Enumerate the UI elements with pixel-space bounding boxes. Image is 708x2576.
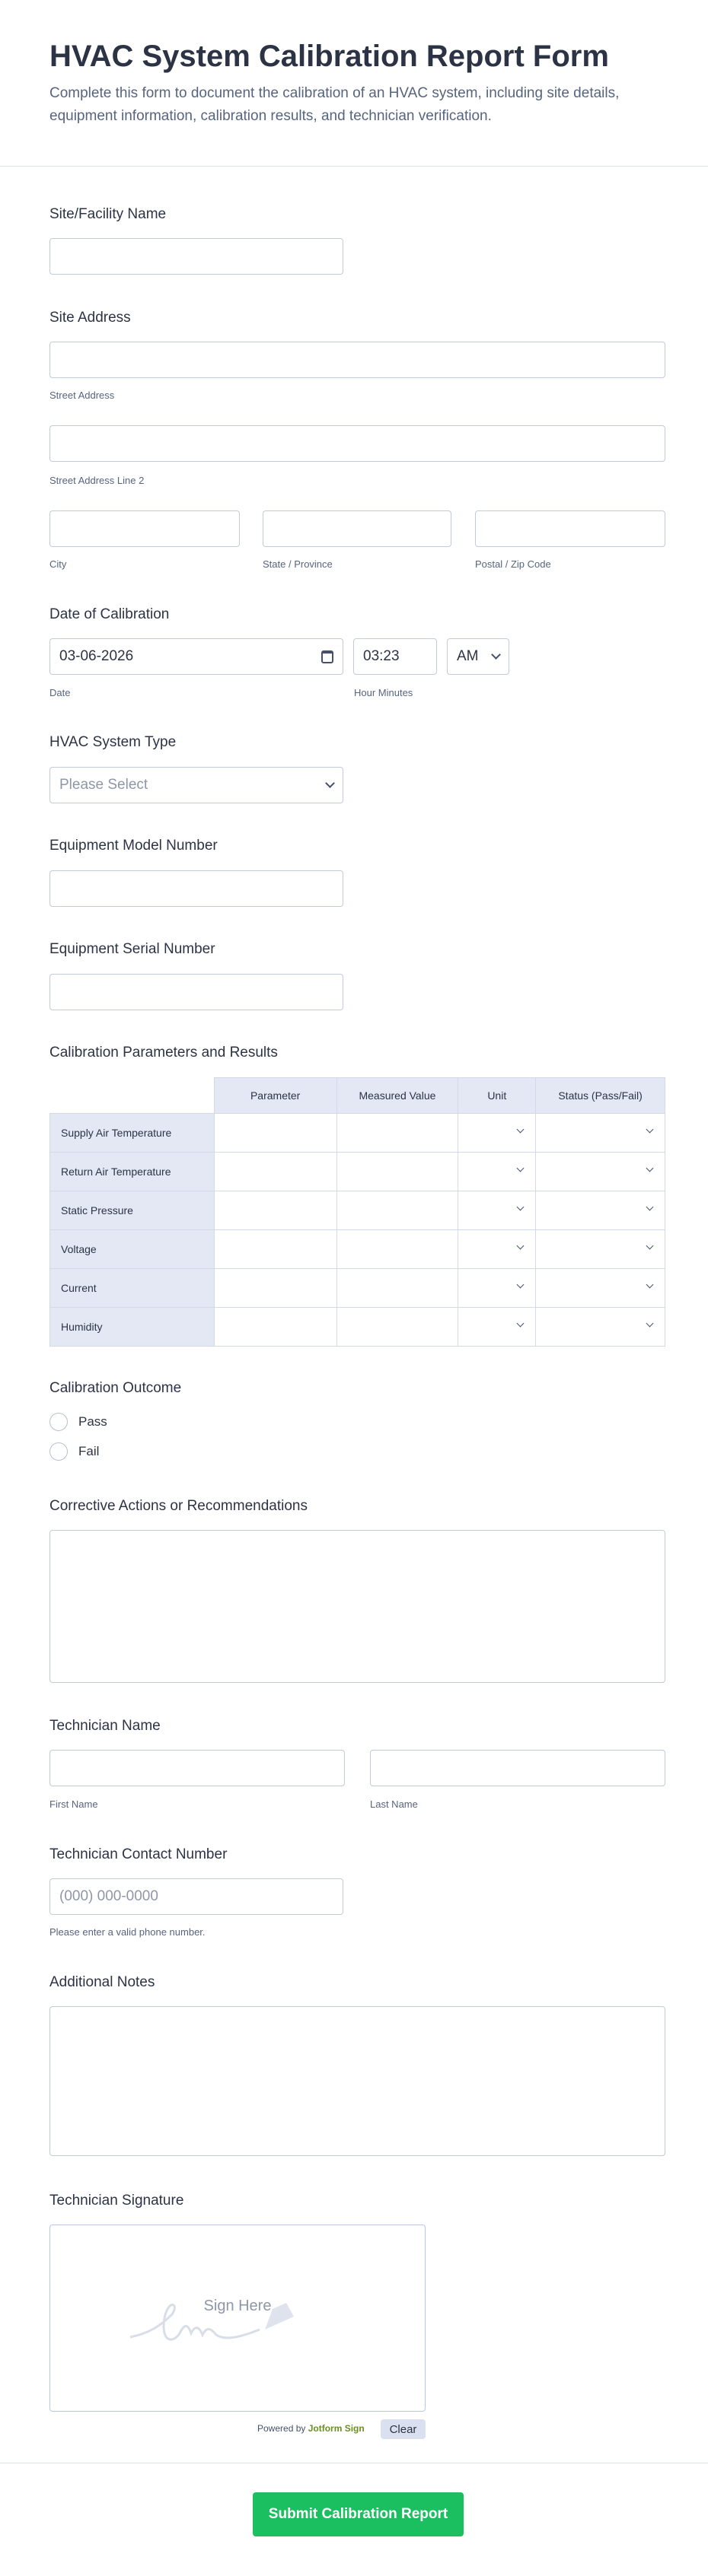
row-label: Humidity xyxy=(50,1308,215,1347)
table-corner xyxy=(50,1078,215,1114)
corrective-label: Corrective Actions or Recommendations xyxy=(49,1498,308,1514)
status-select[interactable] xyxy=(536,1153,665,1191)
notes-textarea[interactable] xyxy=(49,2006,665,2156)
radio-circle[interactable] xyxy=(49,1442,68,1461)
chevron-down-icon xyxy=(325,778,335,788)
state-input[interactable] xyxy=(263,510,451,547)
first-name-sublabel: First Name xyxy=(49,1798,98,1810)
phone-input[interactable] xyxy=(49,1878,343,1915)
sign-here-text: Sign Here xyxy=(203,2298,272,2314)
notes-label: Additional Notes xyxy=(49,1974,155,1990)
unit-select[interactable] xyxy=(458,1308,536,1347)
corrective-textarea[interactable] xyxy=(49,1530,665,1683)
status-select[interactable] xyxy=(536,1191,665,1230)
parameter-cell-input[interactable] xyxy=(214,1269,336,1308)
params-table xyxy=(49,1077,665,1347)
column-header: Measured Value xyxy=(336,1078,458,1114)
chevron-down-icon xyxy=(517,1242,525,1250)
time-input[interactable] xyxy=(353,638,437,675)
table-row xyxy=(50,1308,665,1347)
date-input[interactable] xyxy=(49,638,343,675)
zip-sublabel: Postal / Zip Code xyxy=(475,558,551,570)
signature-scribble-icon xyxy=(126,2295,347,2349)
params-label: Calibration Parameters and Results xyxy=(49,1045,278,1061)
parameter-cell-input[interactable] xyxy=(214,1114,336,1153)
table-row xyxy=(50,1269,665,1308)
status-select[interactable] xyxy=(536,1114,665,1153)
parameter-cell-input[interactable] xyxy=(214,1308,336,1347)
calendar-icon[interactable] xyxy=(321,650,333,663)
radio-label: Fail xyxy=(78,1444,100,1458)
header-divider xyxy=(0,166,708,167)
system-type-select[interactable] xyxy=(49,767,343,803)
ampm-value: AM xyxy=(457,648,479,664)
chevron-down-icon xyxy=(646,1165,654,1172)
parameter-cell-input[interactable] xyxy=(214,1153,336,1191)
model-label: Equipment Model Number xyxy=(49,838,218,854)
chevron-down-icon xyxy=(646,1204,654,1211)
row-label: Return Air Temperature xyxy=(50,1153,215,1191)
unit-select[interactable] xyxy=(458,1230,536,1269)
column-header: Parameter xyxy=(214,1078,336,1114)
radio-pass[interactable] xyxy=(49,1413,107,1431)
address-label: Site Address xyxy=(49,310,131,326)
column-header: Unit xyxy=(458,1078,536,1114)
state-sublabel: State / Province xyxy=(263,558,333,570)
row-label: Voltage xyxy=(50,1230,215,1269)
last-name-sublabel: Last Name xyxy=(370,1798,418,1810)
parameter-cell-input[interactable] xyxy=(214,1191,336,1230)
measured-value-input[interactable] xyxy=(336,1269,458,1308)
submit-button[interactable]: Submit Calibration Report xyxy=(253,2492,464,2536)
jotform-sign-brand: Jotform Sign xyxy=(308,2423,365,2434)
radio-fail[interactable] xyxy=(49,1442,99,1461)
date-sublabel: Date xyxy=(49,687,71,698)
zip-input[interactable] xyxy=(475,510,665,547)
chevron-down-icon xyxy=(517,1281,525,1289)
unit-select[interactable] xyxy=(458,1153,536,1191)
street-address-2-input[interactable] xyxy=(49,425,665,462)
table-row xyxy=(50,1191,665,1230)
date-label: Date of Calibration xyxy=(49,606,170,622)
serial-input[interactable] xyxy=(49,974,343,1010)
measured-value-input[interactable] xyxy=(336,1191,458,1230)
measured-value-input[interactable] xyxy=(336,1153,458,1191)
powered-by xyxy=(257,2423,365,2434)
phone-helper: Please enter a valid phone number. xyxy=(49,1926,206,1938)
city-input[interactable] xyxy=(49,510,240,547)
serial-label: Equipment Serial Number xyxy=(49,941,215,957)
chevron-down-icon xyxy=(517,1126,525,1134)
chevron-down-icon xyxy=(646,1126,654,1134)
contact-label: Technician Contact Number xyxy=(49,1846,228,1862)
street-address-input[interactable] xyxy=(49,342,665,378)
chevron-down-icon xyxy=(646,1320,654,1328)
chevron-down-icon xyxy=(646,1242,654,1250)
measured-value-input[interactable] xyxy=(336,1114,458,1153)
row-label: Current xyxy=(50,1269,215,1308)
parameter-cell-input[interactable] xyxy=(214,1230,336,1269)
ampm-select[interactable] xyxy=(447,638,509,675)
time-value: 03:23 xyxy=(363,648,400,664)
site-name-label: Site/Facility Name xyxy=(49,206,167,222)
model-input[interactable] xyxy=(49,870,343,907)
chevron-down-icon xyxy=(517,1204,525,1211)
first-name-input[interactable] xyxy=(49,1750,345,1786)
tech-name-label: Technician Name xyxy=(49,1718,161,1734)
status-select[interactable] xyxy=(536,1230,665,1269)
outcome-label: Calibration Outcome xyxy=(49,1380,182,1396)
system-type-placeholder: Please Select xyxy=(59,777,148,793)
status-select[interactable] xyxy=(536,1269,665,1308)
unit-select[interactable] xyxy=(458,1269,536,1308)
table-row xyxy=(50,1153,665,1191)
chevron-down-icon xyxy=(646,1281,654,1289)
row-label: Supply Air Temperature xyxy=(50,1114,215,1153)
date-value: 03-06-2026 xyxy=(59,648,134,664)
last-name-input[interactable] xyxy=(370,1750,665,1786)
column-header: Status (Pass/Fail) xyxy=(536,1078,665,1114)
measured-value-input[interactable] xyxy=(336,1230,458,1269)
page-subtitle: Complete this form to document the calibration of an HVAC system, including site details, equipment information, calibration results, and technician verification. xyxy=(49,85,620,124)
system-type-label: HVAC System Type xyxy=(49,734,177,750)
site-name-input[interactable] xyxy=(49,238,343,275)
measured-value-input[interactable] xyxy=(336,1308,458,1347)
clear-signature-button[interactable]: Clear xyxy=(381,2419,426,2439)
street-address-sublabel: Street Address xyxy=(49,390,115,401)
table-row xyxy=(50,1114,665,1153)
radio-label: Pass xyxy=(78,1414,107,1429)
chevron-down-icon xyxy=(491,650,501,660)
phone-placeholder: (000) 000-0000 xyxy=(59,1888,158,1904)
status-select[interactable] xyxy=(536,1308,665,1347)
chevron-down-icon xyxy=(517,1320,525,1328)
time-sublabel: Hour Minutes xyxy=(354,687,413,698)
signature-pad[interactable] xyxy=(49,2225,426,2412)
city-sublabel: City xyxy=(49,558,67,570)
radio-circle[interactable] xyxy=(49,1413,68,1431)
chevron-down-icon xyxy=(517,1165,525,1172)
page-title: HVAC System Calibration Report Form xyxy=(49,40,609,73)
row-label: Static Pressure xyxy=(50,1191,215,1230)
table-row xyxy=(50,1230,665,1269)
powered-by-text: Powered by xyxy=(257,2423,306,2434)
signature-label: Technician Signature xyxy=(49,2193,184,2209)
unit-select[interactable] xyxy=(458,1191,536,1230)
unit-select[interactable] xyxy=(458,1114,536,1153)
street-address-2-sublabel: Street Address Line 2 xyxy=(49,475,145,486)
